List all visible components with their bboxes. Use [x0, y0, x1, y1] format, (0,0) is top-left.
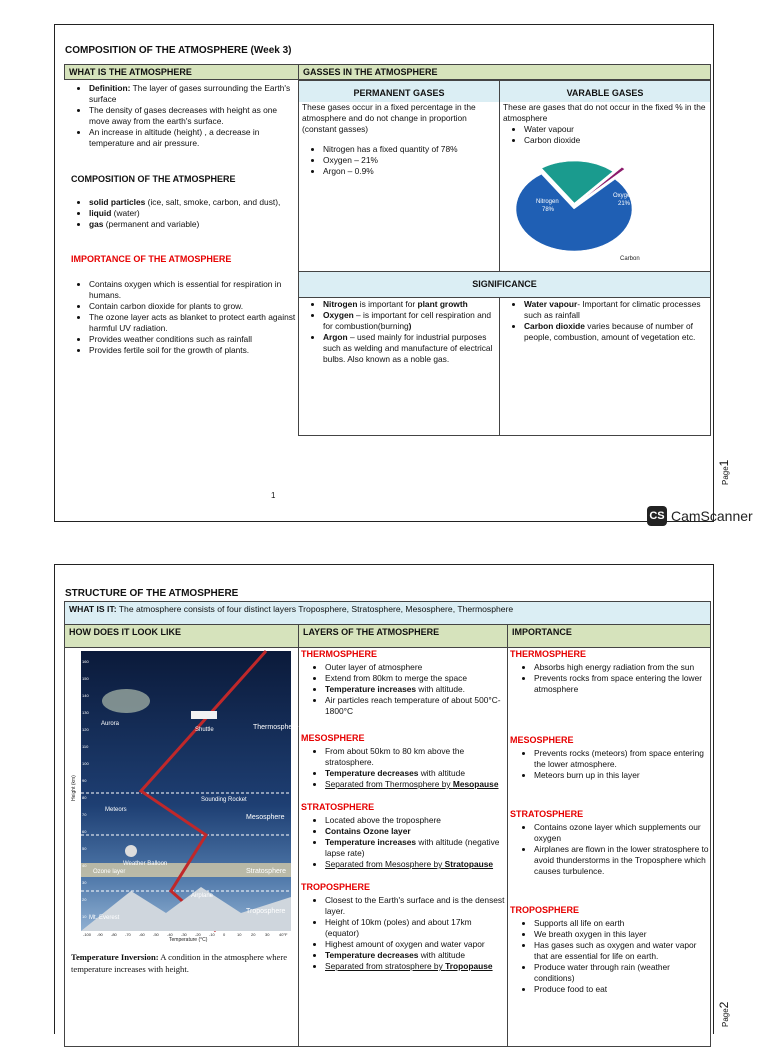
- x-tick-label: 0: [223, 932, 226, 937]
- x-tick-label: -80: [111, 932, 117, 937]
- importance-heading: STRATOSPHERE: [510, 809, 584, 819]
- importance-item: • Prevents rocks (meteors) from space entering the lower atmosphere.: [534, 748, 710, 770]
- item-text: An increase in altitude (height) , a decrease in temperature and air pressure.: [89, 127, 260, 148]
- permanent-item: • Oxygen – 21%: [323, 155, 499, 166]
- significance-item: [524, 321, 710, 343]
- significance-left: [298, 297, 500, 436]
- side-page-label-2: Page2: [717, 1001, 731, 1027]
- y-tick-label: 10: [82, 914, 87, 919]
- pie-oxygen-value: 21%: [618, 201, 631, 207]
- gasses-header: GASSES IN THE ATMOSPHERE: [298, 64, 711, 80]
- page-title: COMPOSITION OF THE ATMOSPHERE (Week 3): [65, 45, 292, 56]
- x-tick-label: -70: [125, 932, 131, 937]
- item-text: Highest amount of oxygen and water vapor: [325, 939, 485, 949]
- variable-intro: These are gases that do not occur in the fixed % in the atmosphere: [503, 102, 706, 123]
- camscanner-text: CamScanner: [671, 508, 753, 524]
- what-text: The atmosphere consists of four distinct layers Troposphere, Stratosphere, Mesosphere, Thermosphere: [116, 604, 514, 614]
- y-tick-label: 80: [82, 795, 87, 800]
- variable-header: VARABLE GASES: [500, 81, 710, 102]
- item-text: The layer of gases surrounding the Earth's surface: [89, 83, 291, 104]
- x-tick-label: -40: [167, 932, 173, 937]
- y-axis-label: Height (km): [71, 775, 77, 801]
- bold-term: Carbon dioxide: [524, 321, 585, 331]
- permanent-list: [299, 144, 499, 177]
- what-is-it-row: [64, 601, 711, 625]
- x-tick-label: -20: [195, 932, 201, 937]
- y-tick-label: 60: [82, 829, 87, 834]
- x-tick-label: -100: [83, 932, 92, 937]
- layer-item: [325, 826, 506, 837]
- variable-list: [500, 124, 710, 146]
- layer-item: [325, 859, 506, 870]
- x-tick-label: -60: [139, 932, 145, 937]
- y-tick-label: 40: [82, 863, 87, 868]
- label-meteors: Meteors: [105, 807, 127, 813]
- label-stratosphere: Stratosphere: [246, 868, 287, 875]
- item-text: (ice, salt, smoke, carbon, and dust),: [145, 197, 281, 207]
- y-tick-label: 120: [82, 727, 89, 732]
- item-text: Closest to the Earth's surface and is the densest layer.: [325, 895, 505, 916]
- significance-item: [524, 299, 710, 321]
- importance-item: • Contain carbon dioxide for plants to grow.: [89, 301, 305, 312]
- x-tick-label: 10: [237, 932, 242, 937]
- importance-item: • Has gases such as oxygen and water vapor that are essential for life on earth.: [534, 940, 710, 962]
- layer-items: [301, 895, 506, 972]
- underlined-text: Separated from stratosphere by: [325, 961, 446, 971]
- definition-list: [65, 83, 297, 149]
- what-label: WHAT IS IT:: [69, 604, 117, 614]
- label-rocket: Sounding Rocket: [201, 797, 247, 803]
- item-text: – used mainly for industrial purposes such as welding and manufacture of electrical bulbs. Also known as a noble gas.: [323, 332, 493, 364]
- layer-item: [325, 779, 506, 790]
- atmosphere-diagram: [71, 651, 299, 943]
- definition-item: [89, 105, 297, 127]
- importance-items: [510, 918, 710, 995]
- importance-item: • Provides fertile soil for the growth of plants.: [89, 345, 305, 356]
- underlined-bold: Mesopause: [452, 779, 499, 789]
- y-tick-label: 160: [82, 659, 89, 664]
- y-tick-label: 20: [82, 897, 87, 902]
- item-text: - Important for climatic processes such as rainfall: [524, 299, 701, 320]
- importance-list: [65, 279, 305, 356]
- importance-heading: THERMOSPHERE: [510, 649, 587, 659]
- layer-heading: THERMOSPHERE: [301, 649, 378, 659]
- label-ozone: Ozone layer: [93, 869, 126, 875]
- importance-section: [65, 279, 305, 356]
- bold-term: Water vapour: [524, 299, 578, 309]
- layer-item: [325, 673, 506, 684]
- layer-item: [325, 939, 506, 950]
- label-airplane: Airplane: [191, 893, 214, 899]
- importance-heading: MESOSPHERE: [510, 735, 574, 745]
- item-text: Height of 10km (poles) and about 17km (equator): [325, 917, 472, 938]
- document-page-2: [54, 564, 731, 1034]
- importance-item: • Prevents rocks from space entering the lower atmosphere: [534, 673, 710, 695]
- permanent-item: • Argon – 0.9%: [323, 166, 499, 177]
- importance-item: • Airplanes are flown in the lower stratosphere to avoid thunderstorms in the Troposphere which causes turbulence.: [534, 844, 710, 877]
- x-tick-label: 30: [265, 932, 270, 937]
- y-tick-label: 110: [82, 744, 89, 749]
- label-mesosphere: Mesosphere: [246, 814, 285, 821]
- significance-header: SIGNIFICANCE: [298, 271, 711, 298]
- item-text: with altitude: [418, 768, 465, 778]
- y-tick-label: 30: [82, 880, 87, 885]
- composition-list: [65, 197, 297, 230]
- item-text: From about 50km to 80 km above the stratosphere.: [325, 746, 465, 767]
- bold-term: ): [408, 321, 412, 331]
- layer-items: [301, 815, 506, 870]
- layers-list: [301, 649, 506, 972]
- importance-item: • The ozone layer acts as blanket to protect earth against harmful UV radiation.: [89, 312, 305, 334]
- pie-nitrogen-value: 78%: [542, 207, 555, 213]
- x-tick-label: 40°F: [279, 932, 288, 937]
- layer-item: [325, 695, 506, 717]
- bold-term: Nitrogen: [323, 299, 358, 309]
- composition-section: [65, 197, 297, 230]
- bold-term: Temperature decreases: [325, 950, 419, 960]
- importance-item: • We breath oxygen in this layer: [534, 929, 710, 940]
- permanent-header: PERMANENT GASES: [299, 81, 499, 102]
- bold-term: solid particles: [89, 197, 146, 207]
- permanent-item: • Nitrogen has a fixed quantity of 78%: [323, 144, 499, 155]
- significance-item: [323, 332, 499, 365]
- y-tick-label: 130: [82, 710, 89, 715]
- bold-term: plant growth: [417, 299, 468, 309]
- permanent-intro: These gases occur in a fixed percentage in the atmosphere and do not change in proportion (constant gasses): [302, 102, 476, 134]
- item-text: varies because of number of people, combustion, amount of vegetation etc.: [524, 321, 696, 342]
- item-text: The density of gases decreases with height as one move away from the earth's surface.: [89, 105, 278, 126]
- x-tick-label: -10: [209, 932, 215, 937]
- layer-item: [325, 917, 506, 939]
- item-text: with altitude (negative lapse rate): [325, 837, 500, 858]
- item-text: with altitude: [418, 950, 465, 960]
- bold-term: Temperature increases: [325, 837, 417, 847]
- definition-item: [89, 127, 297, 149]
- item-text: (permanent and variable): [103, 219, 200, 229]
- layer-item: [325, 746, 506, 768]
- bold-term: Temperature decreases: [325, 768, 419, 778]
- x-tick-label: -90: [97, 932, 103, 937]
- y-tick-label: 140: [82, 693, 89, 698]
- structure-title: STRUCTURE OF THE ATMOSPHERE: [65, 588, 239, 599]
- label-shuttle: Shuttle: [195, 727, 214, 733]
- layer-item: [325, 684, 506, 695]
- label-balloon: Weather Balloon: [123, 861, 168, 867]
- layer-item: [325, 815, 506, 826]
- underlined-text: Separated from Mesosphere by: [325, 859, 445, 869]
- significance-item: [323, 310, 499, 332]
- x-axis-label: Temperature (°C): [169, 937, 208, 943]
- composition-item: [89, 197, 297, 208]
- item-text: with altitude.: [416, 684, 465, 694]
- importance-items: [510, 662, 710, 695]
- side-page-label: Page1: [717, 459, 731, 485]
- layers-header: LAYERS OF THE ATMOSPHERE: [298, 624, 508, 648]
- importance-items: [510, 822, 710, 877]
- item-text: Located above the troposphere: [325, 815, 441, 825]
- underlined-text: Separated from Thermosphere by: [325, 779, 453, 789]
- importance-item: • Provides weather conditions such as rainfall: [89, 334, 305, 345]
- item-text: – is important for cell respiration and for combustion(burning: [323, 310, 492, 331]
- bold-term: gas: [89, 219, 104, 229]
- camscanner-watermark: [647, 506, 753, 526]
- page-number: 1: [271, 491, 276, 500]
- y-tick-label: 50: [82, 846, 87, 851]
- layer-items: [301, 662, 506, 717]
- layer-item: [325, 837, 506, 859]
- importance-item: • Contains oxygen which is essential for respiration in humans.: [89, 279, 305, 301]
- variable-item: • Water vapour: [524, 124, 710, 135]
- gas-pie-chart: [512, 157, 672, 267]
- bold-term: Definition:: [89, 83, 131, 93]
- importance-item: • Contains ozone layer which supplements our oxygen: [534, 822, 710, 844]
- variable-gases-cell: [499, 80, 711, 272]
- importance-list: [510, 649, 710, 995]
- label-troposphere: Troposphere: [246, 908, 286, 915]
- layer-item: [325, 662, 506, 673]
- bold-term: Argon: [323, 332, 348, 342]
- significance-right: [499, 297, 711, 436]
- layer-item: [325, 950, 506, 961]
- label-aurora: Aurora: [101, 721, 120, 727]
- layer-item: [325, 961, 506, 972]
- what-header: WHAT IS THE ATMOSPHERE: [64, 64, 299, 80]
- bold-term: Oxygen: [323, 310, 354, 320]
- bold-term: Temperature increases: [325, 684, 417, 694]
- layer-heading: TROPOSPHERE: [301, 882, 371, 892]
- importance-item: • Supports all life on earth: [534, 918, 710, 929]
- label-thermosphere: Thermosphere: [253, 724, 299, 731]
- y-tick-label: 70: [82, 812, 87, 817]
- importance-item: • Produce water through rain (weather conditions): [534, 962, 710, 984]
- y-tick-label: 90: [82, 778, 87, 783]
- pie-oxygen-label: Oxygen: [613, 193, 634, 199]
- x-tick-label: -50: [153, 932, 159, 937]
- significance-item: [323, 299, 499, 310]
- label-everest: Mt. Everest: [89, 915, 120, 921]
- item-text: (water): [111, 208, 140, 218]
- underlined-bold: Stratopause: [444, 859, 494, 869]
- x-tick-label: 20: [251, 932, 256, 937]
- item-text: is important for: [357, 299, 418, 309]
- definition-item: [89, 83, 297, 105]
- composition-heading: COMPOSITION OF THE ATMOSPHERE: [71, 174, 236, 184]
- composition-item: [89, 219, 297, 230]
- layer-heading: STRATOSPHERE: [301, 802, 375, 812]
- composition-item: [89, 208, 297, 219]
- item-text: Outer layer of atmosphere: [325, 662, 423, 672]
- look-header: HOW DOES IT LOOK LIKE: [64, 624, 299, 648]
- permanent-gases-cell: [298, 80, 500, 272]
- layer-item: [325, 768, 506, 779]
- y-tick-label: 100: [82, 761, 89, 766]
- layer-heading: MESOSPHERE: [301, 733, 365, 743]
- x-tick-label: -30: [181, 932, 187, 937]
- importance-heading: IMPORTANCE OF THE ATMOSPHERE: [71, 254, 232, 264]
- item-text: Air particles reach temperature of about 500°C-1800°C: [325, 695, 501, 716]
- camscanner-logo: CS: [647, 506, 667, 526]
- temperature-inversion: Temperature Inversion: A condition in the atmosphere where temperature increases with height.: [71, 952, 288, 974]
- importance-header: IMPORTANCE: [507, 624, 711, 648]
- importance-item: • Absorbs high energy radiation from the sun: [534, 662, 710, 673]
- importance-item: • Meteors burn up in this layer: [534, 770, 710, 781]
- importance-items: [510, 748, 710, 781]
- y-tick-label: 150: [82, 676, 89, 681]
- item-text: Extend from 80km to merge the space: [325, 673, 467, 683]
- importance-item: • Produce food to eat: [534, 984, 710, 995]
- pie-carbon-label: Carbon: [620, 256, 640, 262]
- underlined-bold: Tropopause: [445, 961, 493, 971]
- bold-term: liquid: [89, 208, 112, 218]
- pie-nitrogen-label: Nitrogen: [536, 199, 559, 205]
- layer-item: [325, 895, 506, 917]
- bold-term: Contains Ozone layer: [325, 826, 411, 836]
- variable-item: • Carbon dioxide: [524, 135, 710, 146]
- layer-items: [301, 746, 506, 790]
- definition-section: [65, 83, 297, 149]
- importance-heading: TROPOSPHERE: [510, 905, 580, 915]
